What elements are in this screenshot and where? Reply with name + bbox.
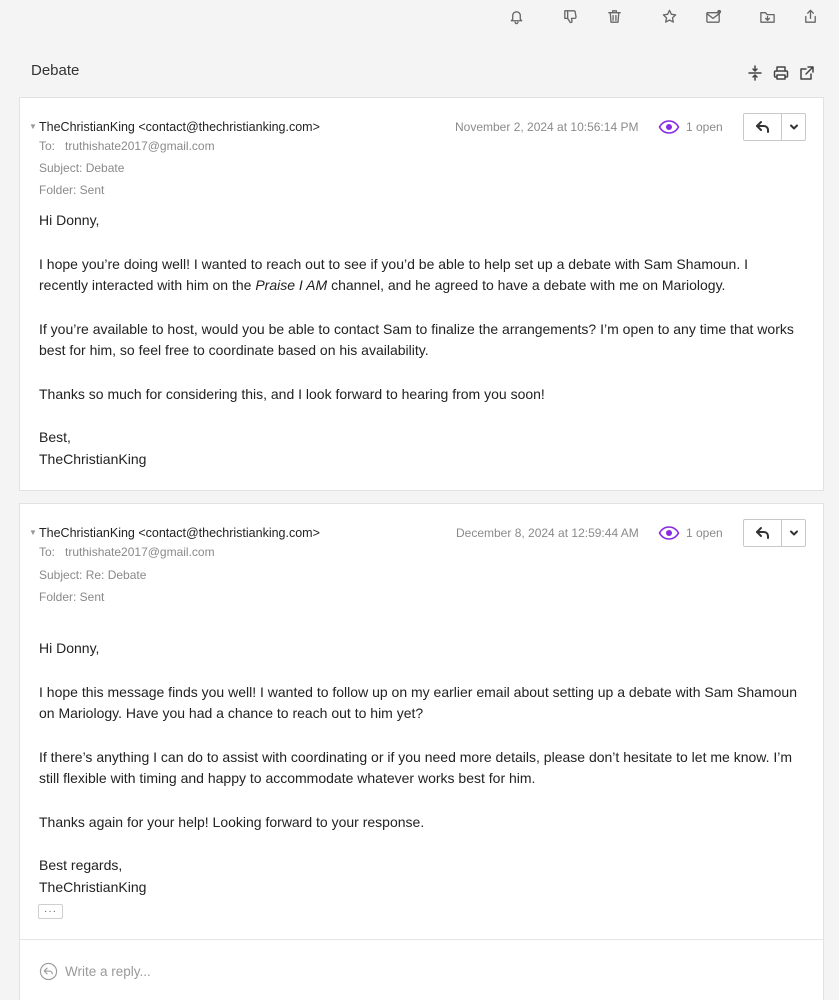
bell-icon[interactable] [505,5,527,27]
reply-button[interactable] [744,114,782,140]
reply-options-dropdown[interactable] [782,520,805,546]
body-paragraph: Thanks so much for considering this, and I look forward to hearing from you soon! [39,385,545,402]
reply-button[interactable] [744,520,782,546]
recipient-line [39,139,215,153]
email-message [19,97,824,491]
trash-icon[interactable] [603,5,625,27]
greeting: Hi Donny, [39,212,100,228]
subject-line: Subject: Debate [39,161,125,175]
folder-line: Folder: Sent [39,183,105,197]
body-paragraph: Thanks again for your help! Looking forward to your response. [39,813,425,830]
message-date: December 8, 2024 at 12:59:44 AM [456,526,639,540]
chevron-down-icon [789,123,799,131]
chevron-down-icon [789,529,799,537]
collapse-caret-icon[interactable]: ▼ [29,122,37,131]
sender: TheChristianKing <contact@thechristianking.com> [39,526,320,540]
to-label: To: [39,545,56,559]
subject-line: Subject: Re: Debate [39,568,147,582]
sender: TheChristianKing <contact@thechristianking.com> [39,120,320,134]
collapse-caret-icon[interactable]: ▼ [29,528,37,537]
expand-collapse-icon[interactable] [745,63,765,83]
thumbs-down-icon[interactable] [559,5,581,27]
read-receipt-eye-icon[interactable] [658,119,680,135]
reply-input[interactable] [65,964,765,979]
body-text-segment: channel, and he agreed to have a debate with me on Mariology. [327,277,726,293]
reply-icon [755,526,771,540]
thread-title: Debate [31,62,80,79]
body-paragraph: If you’re available to host, would you be able to contact Sam to finalize the arrangements? I’m open to any time that works best for him, so feel free to coordinate based on his availability. [39,320,794,358]
star-icon[interactable] [658,5,680,27]
message-body [39,638,799,898]
show-trimmed-content-button[interactable]: ··· [38,904,63,919]
email-message [19,503,824,1000]
body-paragraph: If there’s anything I can do to assist with coordinating or if you need more details, please don’t hesitate to let me know. I’m still flexible with timing and happy to accommodate whatever works best for him. [39,748,793,786]
top-toolbar [0,0,839,34]
mail-unread-icon[interactable] [702,5,724,27]
reply-options-dropdown[interactable] [782,114,805,140]
open-count: 1 open [686,120,723,134]
move-to-folder-icon[interactable] [756,5,778,27]
recipient: truthishate2017@gmail.com [65,139,215,153]
body-paragraph [39,254,799,297]
thread-tools [745,63,817,83]
reply-button-group [743,519,806,547]
body-paragraph: I hope this message finds you well! I wanted to follow up on my earlier email about setting up a debate with Sam Shamoun on Mariology. Have you had a chance to reach out to him yet? [39,683,797,721]
reply-icon [755,120,771,134]
signature: TheChristianKing [39,878,147,895]
print-icon[interactable] [771,63,791,83]
open-external-icon[interactable] [797,63,817,83]
signature: TheChristianKing [39,450,147,467]
to-label: To: [39,139,56,153]
read-receipt-eye-icon[interactable] [658,525,680,541]
message-body [39,210,799,470]
recipient: truthishate2017@gmail.com [65,545,215,559]
body-text-segment: I hope you’re doing well! I wanted to reach out to see if you’d be able to help set up a debate with Sam Shamoun. I recently interacted with him on the [39,255,749,293]
signoff: Best, [39,429,71,445]
quick-reply-bar [20,939,823,1000]
recipient-line [39,545,215,559]
greeting: Hi Donny, [39,640,100,656]
open-count: 1 open [686,526,723,540]
reply-circle-icon [39,962,58,981]
signoff: Best regards, [39,857,123,873]
folder-line: Folder: Sent [39,590,105,604]
channel-name: Praise I AM [255,277,328,293]
message-date: November 2, 2024 at 10:56:14 PM [455,120,639,134]
share-icon[interactable] [799,5,821,27]
reply-button-group [743,113,806,141]
